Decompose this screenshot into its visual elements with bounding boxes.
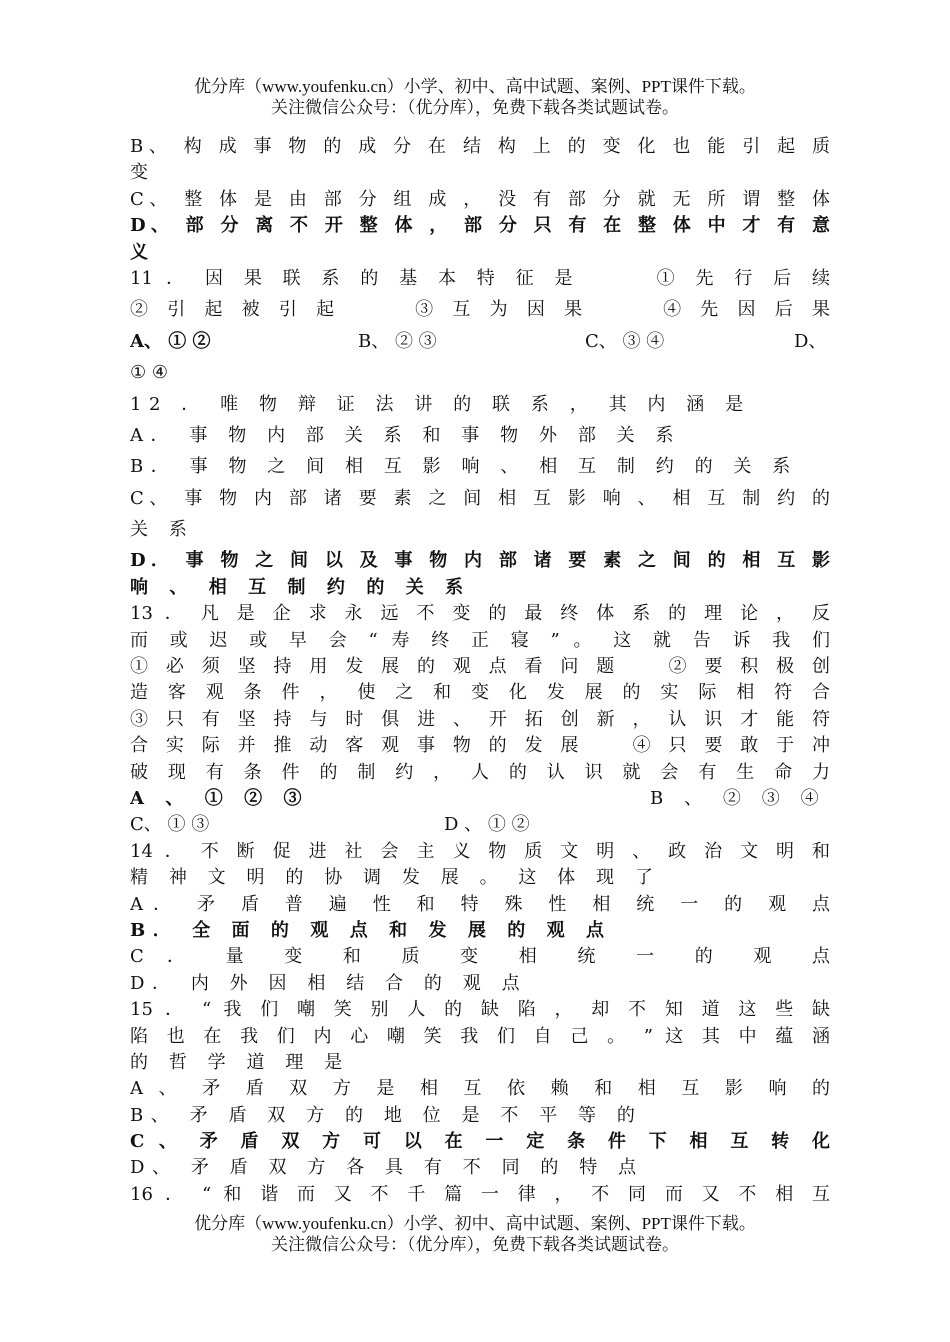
q12-option-b: B． 事 物 之 间 相 互 影 响 、 相 互 制 约 的 关 系	[130, 456, 798, 478]
q10-option-b-line2: 变	[130, 162, 148, 184]
q15-stem-line2: 陷 也 在 我 们 内 心 嘲 笑 我 们 自 己 。 ” 这 其 中 蕴 涵	[130, 1025, 830, 1047]
q15-option-d: D、 矛 盾 双 方 各 具 有 不 同 的 特 点	[130, 1157, 644, 1179]
q15-stem-line1: 15 ． “ 我 们 嘲 笑 别 人 的 缺 陷 ， 却 不 知 道 这 些 缺	[130, 999, 830, 1021]
q13-option-a: A 、 ① ② ③	[130, 787, 310, 809]
q14-stem-line2: 精 神 文 明 的 协 调 发 展 。 这 体 现 了	[130, 867, 661, 889]
q10-option-d-line1: D、 部 分 离 不 开 整 体 ， 部 分 只 有 在 整 体 中 才 有 意	[130, 215, 830, 237]
q16-stem-line1: 16 ． “ 和 谐 而 又 不 千 篇 一 律 ， 不 同 而 又 不 相 互	[130, 1183, 830, 1205]
q11-option-d-cont: ① ④	[130, 362, 168, 384]
q15-stem-line3: 的 哲 学 道 理 是	[130, 1051, 350, 1073]
q10-option-b-line1: B、 构 成 事 物 的 成 分 在 结 构 上 的 变 化 也 能 引 起 质	[130, 136, 830, 157]
exam-content	[130, 134, 830, 1208]
q15-option-c: C 、 矛 盾 双 方 可 以 在 一 定 条 件 下 相 互 转 化	[130, 1131, 830, 1153]
q14-option-d: D． 内 外 因 相 结 合 的 观 点	[130, 972, 528, 994]
q13-stem-line1: 13 ． 凡 是 企 求 永 远 不 变 的 最 终 体 系 的 理 论 ， 反	[130, 603, 830, 625]
q13-option-c: C、 ① ③	[130, 814, 210, 836]
footer-line-1: 优分库（www.youfenku.cn）小学、初中、高中试题、案例、PPT课件下载。	[194, 1214, 756, 1233]
header-line-1: 优分库（www.youfenku.cn）小学、初中、高中试题、案例、PPT课件下载。	[194, 77, 756, 96]
footer-line-2: 关注微信公众号：（优分库），免费下载各类试题试卷。	[271, 1235, 679, 1254]
q12-option-c-line1: C、 事 物 内 部 诸 要 素 之 间 相 互 影 响 、 相 互 制 约 的	[130, 487, 830, 509]
q10-option-c: C、 整 体 是 由 部 分 组 成 ， 没 有 部 分 就 无 所 谓 整 体	[130, 188, 830, 210]
q11-option-d: D、	[794, 330, 827, 352]
q13-stem-line2: 而 或 迟 或 早 会 “ 寿 终 正 寝 ” 。 这 就 告 诉 我 们	[130, 629, 830, 651]
q12-option-a: A． 事 物 内 部 关 系 和 事 物 外 部 关 系	[130, 424, 682, 446]
q14-stem-line1: 14 ． 不 断 促 进 社 会 主 义 物 质 文 明 、 政 治 文 明 和	[130, 840, 830, 862]
q11-options	[130, 329, 830, 355]
q13-stem-line3: ① 必 须 坚 持 用 发 展 的 观 点 看 问 题 ② 要 积 极 创	[130, 656, 830, 678]
q13-stem-line6: 合 实 际 并 推 动 客 观 事 物 的 发 展 ④ 只 要 敢 于 冲	[130, 735, 830, 757]
q13-option-d: D 、 ① ②	[444, 814, 530, 836]
q13-stem-line7: 破 现 有 条 件 的 制 约 ， 人 的 认 识 就 会 有 生 命 力	[130, 761, 830, 783]
q14-option-c: C ． 量 变 和 质 变 相 统 一 的 观 点	[130, 946, 830, 968]
q14-option-b: B． 全 面 的 观 点 和 发 展 的 观 点	[130, 919, 612, 941]
q11-stem: 11 ． 因 果 联 系 的 基 本 特 征 是 ① 先 行 后 续	[130, 267, 830, 289]
q12-option-d-line2: 响 、 相 互 制 约 的 关 系	[130, 576, 471, 598]
page-header	[0, 76, 950, 118]
q10-option-d-line2: 义	[130, 241, 148, 263]
q15-option-a: A 、 矛 盾 双 方 是 相 互 依 赖 和 相 互 影 响 的	[130, 1078, 830, 1100]
header-line-2: 关注微信公众号：（优分库），免费下载各类试题试卷。	[271, 98, 679, 117]
q11-option-c: C、 ③ ④	[585, 330, 665, 352]
q12-stem: 12 ． 唯 物 辩 证 法 讲 的 联 系 ， 其 内 涵 是	[130, 393, 751, 415]
q15-option-b: B、 矛 盾 双 方 的 地 位 是 不 平 等 的	[130, 1104, 643, 1126]
q11-option-a: A、 ① ②	[130, 330, 211, 352]
q12-option-d-line1: D． 事 物 之 间 以 及 事 物 内 部 诸 要 素 之 间 的 相 互 影	[130, 550, 830, 572]
page-footer	[0, 1213, 950, 1255]
q13-option-b: B 、 ② ③ ④	[650, 787, 827, 809]
q14-option-a: A． 矛 盾 普 遍 性 和 特 殊 性 相 统 一 的 观 点	[130, 893, 830, 915]
q11-items: ② 引 起 被 引 起 ③ 互 为 因 果 ④ 先 因 后 果	[130, 299, 830, 321]
q13-options-cd	[130, 812, 830, 838]
q13-stem-line4: 造 客 观 条 件 ， 使 之 和 变 化 发 展 的 实 际 相 符 合	[130, 682, 830, 704]
q11-option-b: B、 ② ③	[358, 330, 437, 352]
q13-options-ab	[130, 786, 830, 812]
q12-option-c-line2: 关 系	[130, 519, 195, 541]
q13-stem-line5: ③ 只 有 坚 持 与 时 俱 进 、 开 拓 创 新 ， 认 识 才 能 符	[130, 708, 830, 730]
